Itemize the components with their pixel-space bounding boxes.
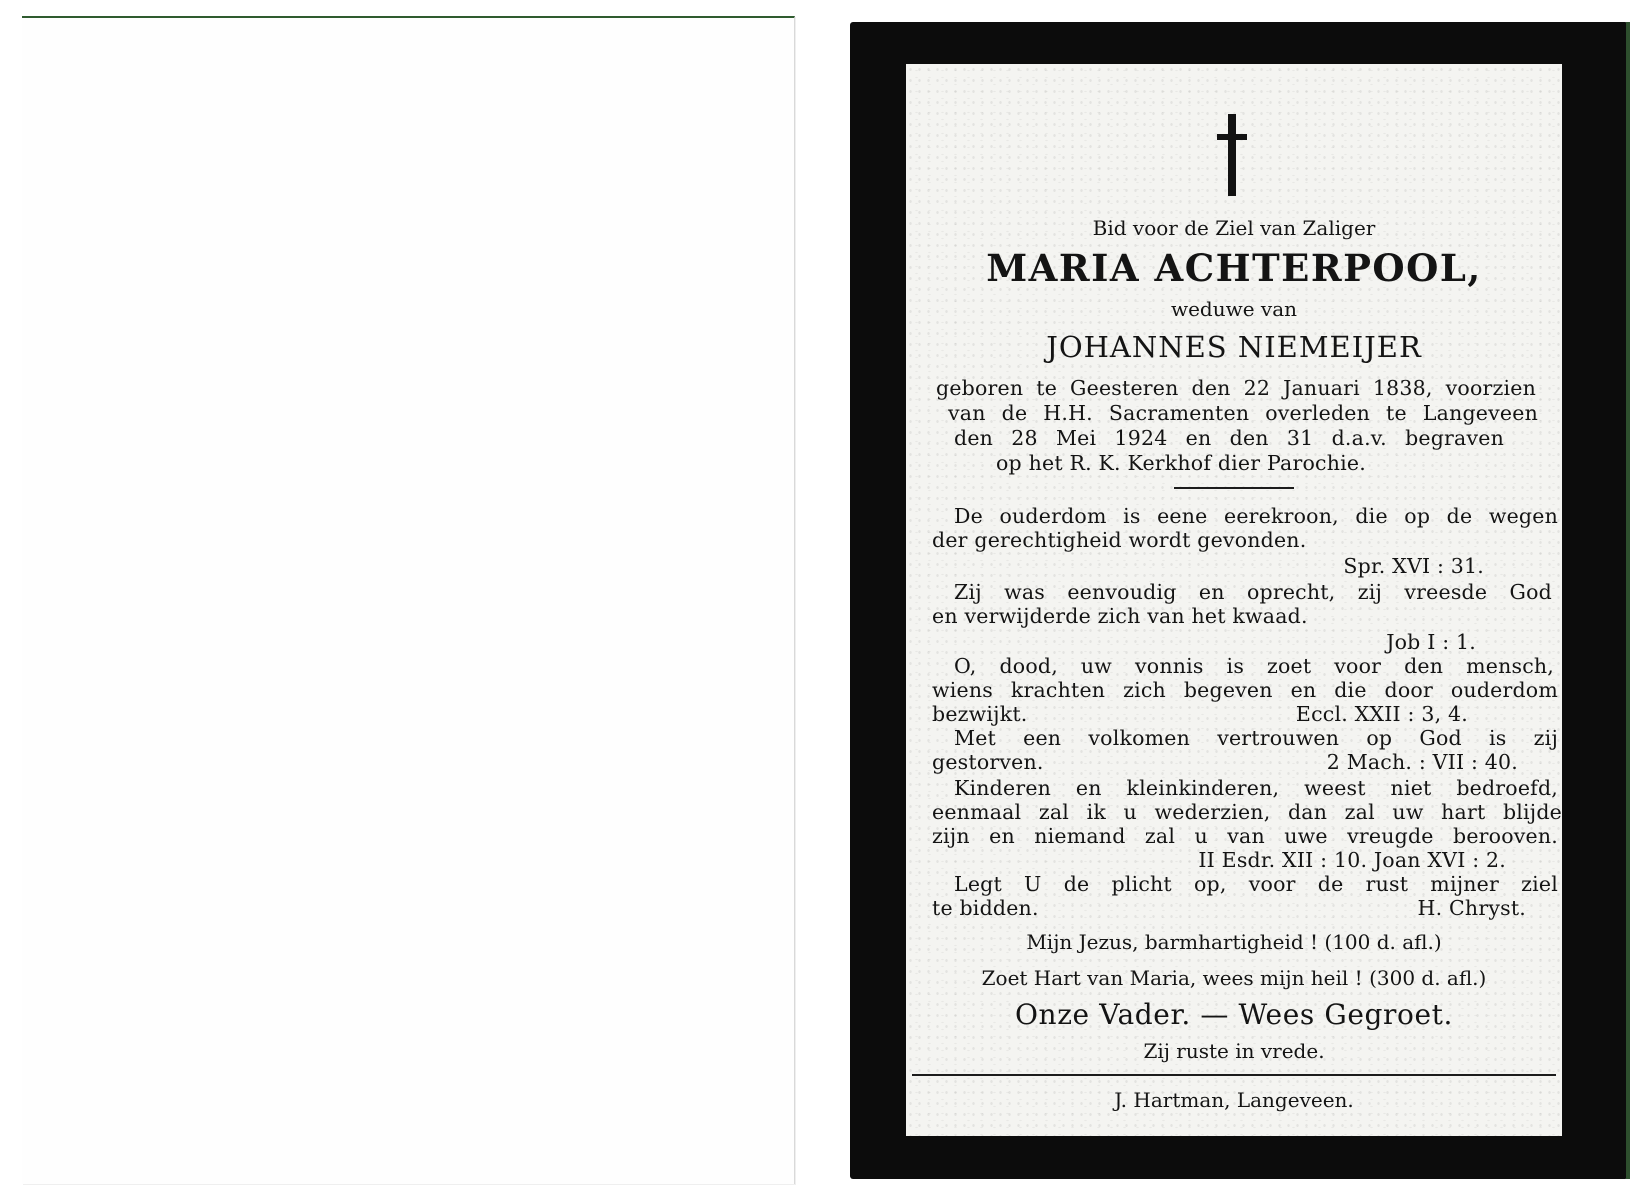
verse-5-line-1: Kinderen en kleinkinderen, weest niet bedroefd, (954, 776, 1558, 800)
widow-of-line: weduwe van (1170, 297, 1298, 321)
prayer-2: Zoet Hart van Maria, wees mijn heil ! (300 d. afl.) (981, 966, 1487, 990)
divider-short (1174, 487, 1294, 489)
bio-line-2: van de H.H. Sacramenten overleden te Langeveen (948, 401, 1538, 425)
verse-5-line-2: eenmaal zal ik u wederzien, dan zal uw hart blijde (932, 800, 1562, 824)
prayer-3: Onze Vader. — Wees Gegroet. (1015, 998, 1453, 1031)
verse-5-ref: II Esdr. XII : 10. Joan XVI : 2. (1198, 848, 1506, 872)
husband-name: JOHANNES NIEMEIJER (1046, 330, 1422, 364)
card-edge (1626, 22, 1630, 1179)
bio-line-1: geboren te Geesteren den 22 Januari 1838, voorzien (936, 376, 1536, 400)
divider-long (912, 1074, 1556, 1076)
verse-4-ref: 2 Mach. : VII : 40. (1326, 750, 1518, 774)
bio-line-4: op het R. K. Kerkhof dier Parochie. (996, 451, 1366, 475)
printer-credit: J. Hartman, Langeveen. (1114, 1088, 1354, 1112)
pray-line: Bid voor de Ziel van Zaliger (1092, 216, 1376, 240)
verse-1-ref: Spr. XVI : 31. (1343, 554, 1484, 578)
prayer-4: Zij ruste in vrede. (1143, 1039, 1325, 1063)
verse-4-line-2: gestorven. (932, 750, 1044, 774)
verse-2-line-1: Zij was eenvoudig en oprecht, zij vreesde God (954, 580, 1552, 604)
verse-6-line-2: te bidden. (932, 896, 1039, 920)
prayer-1: Mijn Jezus, barmhartigheid ! (100 d. afl.) (1026, 930, 1442, 954)
verse-3-line-3: bezwijkt. (932, 702, 1028, 726)
verse-5-line-3: zijn en niemand zal u van uwe vreugde berooven. (932, 824, 1558, 848)
verse-6-line-1: Legt U de plicht op, voor de rust mijner ziel (954, 872, 1558, 896)
verse-4-line-1: Met een volkomen vertrouwen op God is zij (954, 726, 1558, 750)
cross-icon (1217, 114, 1247, 196)
card-text-panel (906, 64, 1562, 1136)
blank-card-back (22, 16, 795, 1184)
mourning-card (850, 22, 1628, 1179)
verse-6-ref: H. Chryst. (1417, 896, 1526, 920)
verse-3-line-2: wiens krachten zich begeven en die door ouderdom (932, 678, 1558, 702)
verse-2-ref: Job I : 1. (1386, 630, 1476, 654)
verse-3-line-1: O, dood, uw vonnis is zoet voor den mensch, (954, 654, 1554, 678)
bio-line-3: den 28 Mei 1924 en den 31 d.a.v. begraven (954, 426, 1504, 450)
verse-1-line-1: De ouderdom is eene eerekroon, die op de wegen (954, 504, 1558, 528)
deceased-name: MARIA ACHTERPOOL, (986, 246, 1482, 290)
verse-3-ref: Eccl. XXII : 3, 4. (1295, 702, 1468, 726)
verse-2-line-2: en verwijderde zich van het kwaad. (932, 604, 1308, 628)
verse-1-line-2: der gerechtigheid wordt gevonden. (932, 528, 1307, 552)
